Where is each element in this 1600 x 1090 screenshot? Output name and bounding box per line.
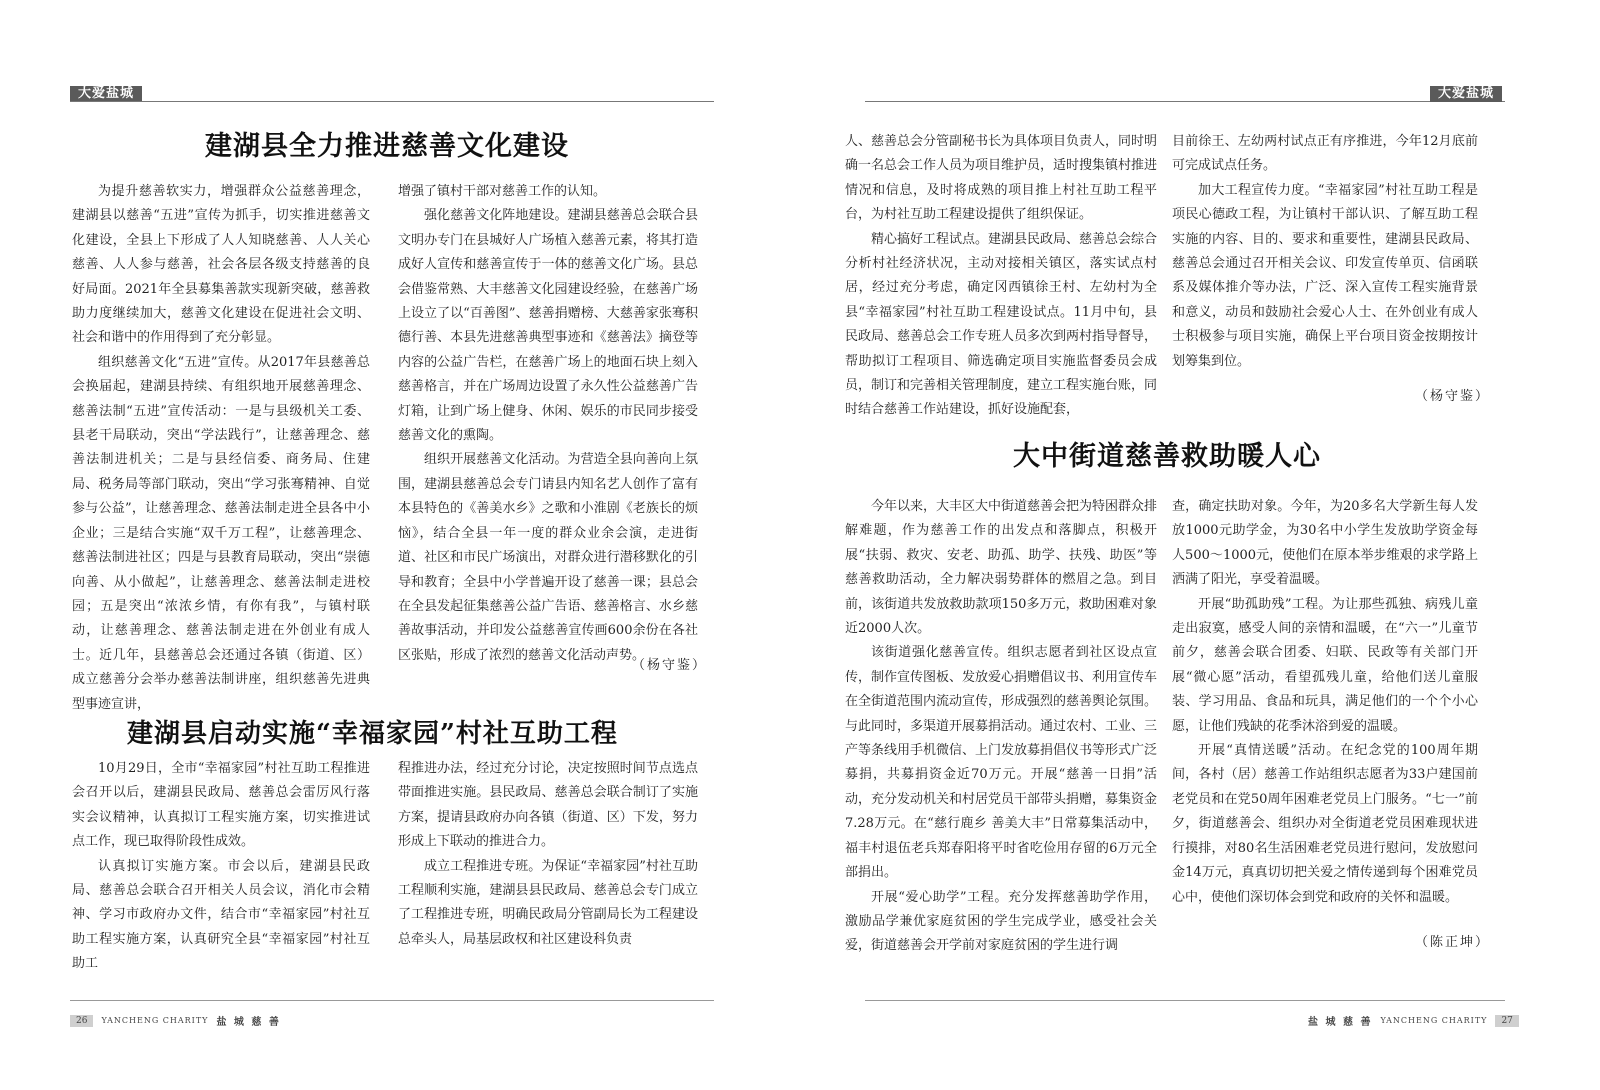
paragraph: 查，确定扶助对象。今年，为20多名大学新生每人发放1000元助学金，为30名中小学生发放助学资金每人500～1000元，使他们在原本举步维艰的求学路上洒满了阳光，享受着温暖。 xyxy=(1172,499,1478,588)
paragraph: 增强了镇村干部对慈善工作的认知。 xyxy=(398,184,607,199)
paragraph: 程推进办法，经过充分讨论，决定按照时间节点选点带面推进实施。县民政局、慈善总会联合制订了实施方案，提请县政府办向各镇（街道、区）下发，努力形成上下联动的推进合力。 xyxy=(398,761,698,850)
article-column xyxy=(398,757,698,953)
article-column xyxy=(1172,130,1478,369)
header-rule xyxy=(70,101,714,102)
footer-en: YANCHENG CHARITY xyxy=(1380,1016,1488,1025)
page-number: 27 xyxy=(1495,1015,1518,1027)
paragraph: 人、慈善总会分管副秘书长为具体项目负责人，同时明确一名总会工作人员为项目维护员，适时搜集镇村推进情况和信息，及时将成熟的项目推上村社互助工程平台，为村社互助工程建设提供了组织保证。 xyxy=(845,134,1158,223)
page-footer xyxy=(70,1013,281,1028)
footer-rule xyxy=(865,1000,1505,1001)
article-column xyxy=(72,180,370,712)
article-author: （陈正坤） xyxy=(1415,935,1491,950)
paragraph: 开展“助孤助残”工程。为让那些孤独、病残儿童走出寂寞，感受人间的亲情和温暖，在“六一”儿童节前夕，慈善会联合团委、妇联、民政等有关部门开展“微心愿”活动，看望孤残儿童，给他们送儿童服装、学习用品、食品和玩具，满足他们的一个个小心愿，让他们残缺的花季沐浴到爱的温暖。 xyxy=(1172,596,1478,734)
paragraph: 组织开展慈善文化活动。为营造全县向善向上氛围，建湖县慈善总会专门请县内知名艺人创作了富有本县特色的《善美水乡》之歌和小淮剧《老族长的烦恼》，结合全县一年一度的群众业余会演，走进街道、社区和市民广场演出，对群众进行潜移默化的引导和教育；全县中小学普遍开设了慈善一课；县总会在全县发起征集慈善公益广告语、慈善格言、水乡慈善故事活动，并印发公益慈善宣传画600余份在各社区张贴，形成了浓烈的慈善文化活动声势。 xyxy=(398,452,698,663)
right-page xyxy=(820,0,1600,1090)
paragraph: 认真拟订实施方案。市会以后，建湖县民政局、慈善总会联合召开相关人员会议，消化市会精神、学习市政府办文件，结合市“幸福家园”村社互助工程实施方案，认真研究全县“幸福家园”村社互助工 xyxy=(72,858,370,972)
header-tag: 大爱盐城 xyxy=(70,86,142,102)
article-column xyxy=(845,130,1158,418)
page-number: 26 xyxy=(70,1015,93,1027)
paragraph: 开展“爱心助学”工程。充分发挥慈善助学作用，激励品学兼优家庭贫困的学生完成学业，感受社会关爱，街道慈善会开学前对家庭贫困的学生进行调 xyxy=(845,889,1157,954)
article-title: 大中街道慈善救助暖人心 xyxy=(1013,441,1321,472)
paragraph: 强化慈善文化阵地建设。建湖县慈善总会联合县文明办专门在县城好人广场植入慈善元素，将其打造成好人宣传和慈善宣传于一体的慈善文化广场。县总会借鉴常熟、大丰慈善文化园建设经验，在慈善广场上设立了以“百善图”、慈善捐赠榜、大慈善家张骞积德行善、本县先进慈善典型事迹和《慈善法》摘登等内容的公益广告栏，在慈善广场上的地面石块上刻入慈善格言，并在广场周边设置了永久性公益慈善广告灯箱，让到广场上健身、休闲、娱乐的市民同步接受慈善文化的熏陶。 xyxy=(398,208,698,444)
paragraph: 该街道强化慈善宣传。组织志愿者到社区设点宣传，制作宣传图板、发放爱心捐赠倡议书、利用宣传车在全街道范围内流动宣传，形成强烈的慈善舆论氛围。与此同时，多渠道开展募捐活动。通过农村、工业、三产等条线用手机微信、上门发放募捐倡仪书等形式广泛募捐，共募捐资金近70万元。开展“慈善一日捐”活动，充分发动机关和村居党员干部带头捐赠，募集资金7.28万元。在“慈行鹿乡 善美大丰”日常募集活动中，福丰村退伍老兵郑春阳将平时省吃俭用存留的6万元全部捐出。 xyxy=(845,645,1158,881)
paragraph: 目前徐王、左幼两村试点正有序推进，今年12月底前可完成试点任务。 xyxy=(1172,134,1478,174)
footer-rule xyxy=(70,1000,714,1001)
left-page xyxy=(0,0,780,1090)
paragraph: 为提升慈善软实力，增强群众公益慈善理念，建湖县以慈善“五进”宣传为抓手，切实推进慈善文化建设，全县上下形成了人人知晓慈善、人人关心慈善、人人参与慈善，社会各层各级支持慈善的良好局面。2021年全县募集善款实现新突破，慈善救助力度继续加大，慈善文化建设在促进社会文明、社会和谐中的作用得到了充分彰显。 xyxy=(72,184,370,346)
article-column xyxy=(1172,495,1478,923)
header-rule xyxy=(865,101,1505,102)
article-title: 建湖县启动实施“幸福家园”村社互助工程 xyxy=(127,719,618,749)
page-footer xyxy=(1308,1013,1519,1028)
paragraph: 开展“真情送暖”活动。在纪念党的100周年期间，各村（居）慈善工作站组织志愿者为33户建国前老党员和在党50周年困难老党员上门服务。“七一”前夕，街道慈善会、组织办对全街道老党员困难现状进行摸排，对80名生活困难老党员进行慰问，发放慰问金14万元，真真切切把关爱之情传递到每个困难党员心中，使他们深切体会到党和政府的关怀和温暖。 xyxy=(1172,743,1478,905)
footer-cn: 盐 城 慈 善 xyxy=(1308,1017,1373,1028)
article-title: 建湖县全力推进慈善文化建设 xyxy=(205,131,569,162)
header-tag: 大爱盐城 xyxy=(1430,86,1502,102)
paragraph: 10月29日，全市“幸福家园”村社互助工程推进会召开以后，建湖县民政局、慈善总会雷厉风行落实会议精神，认真拟订工程实施方案，切实推进试点工作，现已取得阶段性成效。 xyxy=(72,761,370,850)
paragraph: 精心搞好工程试点。建湖县民政局、慈善总会综合分析村社经济状况，主动对接相关镇区，落实试点村居，经过充分考虑，确定冈西镇徐王村、左幼村为全县“幸福家园”村社互助工程建设试点。11月中旬，县民政局、慈善总会工作专班人员多次到两村指导督导，帮助拟订工程项目、筛选确定项目实施监督委员会成员，制订和完善相关管理制度，建立工程实施台账，同时结合慈善工作站建设，抓好设施配套， xyxy=(845,231,1158,418)
paragraph: 今年以来，大丰区大中街道慈善会把为特困群众排解难题，作为慈善工作的出发点和落脚点，积极开展“扶弱、救灾、安老、助孤、助学、扶残、助医”等慈善救助活动，全力解决弱势群体的燃眉之急。到目前，该街道共发放救助款项150多万元，救助困难对象近2000人次。 xyxy=(845,499,1158,637)
article-column xyxy=(72,757,370,972)
footer-en: YANCHENG CHARITY xyxy=(101,1016,209,1025)
paragraph: 成立工程推进专班。为保证“幸福家园”村社互助工程顺利实施，建湖县县民政局、慈善总会专门成立了工程推进专班，明确民政局分管副局长为工程建设总牵头人，局基层政权和社区建设科负责 xyxy=(398,858,698,947)
article-author: （杨守鉴） xyxy=(632,658,708,673)
article-column xyxy=(398,180,698,663)
paragraph: 组织慈善文化“五进”宣传。从2017年县慈善总会换届起，建湖县持续、有组织地开展慈善理念、慈善法制“五进”宣传活动：一是与县级机关工委、县老干局联动，突出“学法践行”，让慈善理念、慈善法制进机关；二是与县经信委、商务局、住建局、税务局等部门联动，突出“学习张骞精神、自觉参与公益”，让慈善理念、慈善法制走进全县各中小企业；三是结合实施“双千万工程”，让慈善理念、慈善法制进社区；四是与县教育局联动，突出“崇德向善、从小做起”，让慈善理念、慈善法制走进校园；五是突出“浓浓乡情，有你有我”，与镇村联动，让慈善理念、慈善法制走进在外创业有成人士。近几年，县慈善总会还通过各镇（街道、区）成立慈善分会举办慈善法制讲座，组织慈善先进典型事迹宣讲， xyxy=(72,354,370,712)
paragraph: 加大工程宣传力度。“幸福家园”村社互助工程是项民心德政工程，为让镇村干部认识、了解互助工程实施的内容、目的、要求和重要性，建湖县民政局、慈善总会通过召开相关会议、印发宣传单页、信函联系及媒体推介等办法，广泛、深入宣传工程实施背景和意义，动员和鼓励社会爱心人士、在外创业有成人士积极参与项目实施，确保上平台项目资金按期按计划筹集到位。 xyxy=(1172,182,1478,369)
article-column xyxy=(845,495,1158,954)
article-author: （杨守鉴） xyxy=(1415,389,1491,404)
footer-cn: 盐 城 慈 善 xyxy=(216,1017,281,1028)
